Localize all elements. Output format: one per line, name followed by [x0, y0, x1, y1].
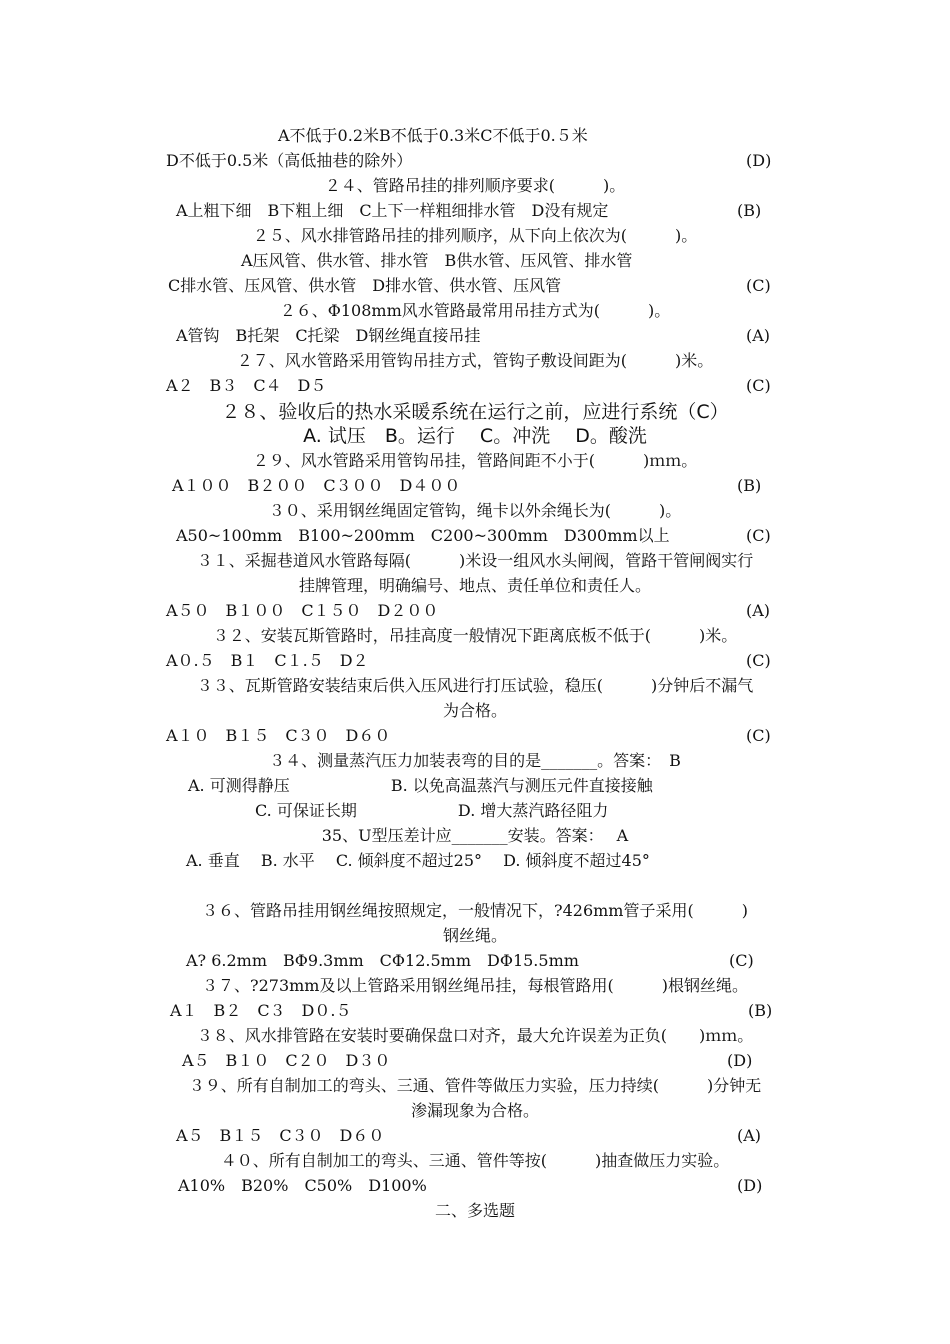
answer-q39: (A) — [737, 1126, 762, 1145]
question-28: ２８、验收后的热水采暖系统在运行之前，应进行系统（C） — [221, 401, 729, 423]
options-q37: A１ B２ C３ D０.５ — [170, 1001, 352, 1020]
options-q24: A上粗下细 B下粗上细 C上下一样粗细排水管 D没有规定 — [176, 201, 609, 220]
options-q36: A? 6.2mm BΦ9.3mm CΦ12.5mm DΦ15.5mm — [186, 951, 579, 970]
options-q38: A５ B１０ C２０ D３０ — [182, 1051, 391, 1070]
options-q40: A10% B20% C50% D100% — [178, 1176, 427, 1195]
question-39-cont: 渗漏现象为合格。 — [410, 1101, 539, 1120]
options-q26: A管钩 B托架 C托梁 D钢丝绳直接吊挂 — [176, 326, 481, 345]
answer-q23: (D) — [746, 151, 772, 170]
options-q29: A１００ B２００ C３００ D４００ — [172, 476, 461, 495]
question-27: ２７、风水管路采用管钩吊挂方式，管钩子敷设间距为( )米。 — [236, 351, 714, 370]
question-39: ３９、所有自制加工的弯头、三通、管件等做压力实验，压力持续( )分钟无 — [188, 1076, 762, 1095]
option-line-q23-2: D不低于0.5米（高低抽巷的除外） — [166, 151, 413, 170]
options-q30: A50~100mm B100~200mm C200~300mm D300mm以上 — [176, 526, 670, 545]
answer-q26: (A) — [746, 326, 771, 345]
question-34: ３４、测量蒸汽压力加装表弯的目的是_______。答案： B — [269, 751, 681, 770]
answer-q27: (C) — [746, 376, 771, 395]
answer-q25: (C) — [746, 276, 771, 295]
question-25: ２５、风水排管路吊挂的排列顺序，从下向上依次为( )。 — [252, 226, 698, 245]
question-33-cont: 为合格。 — [442, 701, 507, 720]
options-q25-1: A压风管、供水管、排水管 B供水管、压风管、排水管 — [241, 251, 633, 270]
question-36-cont: 钢丝绳。 — [442, 926, 507, 945]
question-35: 35、U型压差计应_______安装。答案： A — [321, 826, 629, 845]
question-40: ４０、所有自制加工的弯头、三通、管件等按( )抽查做压力实验。 — [220, 1151, 730, 1170]
option-line-q23-1: A不低于0.2米B不低于0.3米C不低于0.５米 — [278, 126, 588, 145]
answer-q30: (C) — [746, 526, 771, 545]
question-31: ３１、采掘巷道风水管路每隔( )米设一组风水头闸阀，管路干管闸阀实行 — [196, 551, 754, 570]
answer-q38: (D) — [727, 1051, 753, 1070]
answer-q37: (B) — [748, 1001, 773, 1020]
answer-q33: (C) — [746, 726, 771, 745]
answer-q40: (D) — [737, 1176, 763, 1195]
question-33: ３３、瓦斯管路安装结束后供入压风进行打压试验，稳压( )分钟后不漏气 — [196, 676, 754, 695]
question-26: ２６、Φ108mm风水管路最常用吊挂方式为( )。 — [279, 301, 671, 320]
answer-q24: (B) — [737, 201, 762, 220]
options-q34-1: A. 可测得静压 B. 以免高温蒸汽与测压元件直接接触 — [188, 776, 653, 795]
answer-q31: (A) — [746, 601, 771, 620]
question-31-cont: 挂牌管理，明确编号、地点、责任单位和责任人。 — [298, 576, 651, 595]
question-24: ２４、管路吊挂的排列顺序要求( )。 — [324, 176, 626, 195]
section-heading-multiple-choice: 二、多选题 — [434, 1201, 515, 1220]
answer-q32: (C) — [746, 651, 771, 670]
options-q34-2: C. 可保证长期 D. 增大蒸汽路径阻力 — [255, 801, 609, 820]
question-32: ３２、安装瓦斯管路时，吊挂高度一般情况下距离底板不低于( )米。 — [212, 626, 738, 645]
options-q25-2: C排水管、压风管、供水管 D排水管、供水管、压风管 — [168, 276, 562, 295]
options-q28: A. 试压 B。运行 C。冲洗 D。酸洗 — [303, 425, 647, 447]
answer-q29: (B) — [737, 476, 762, 495]
options-q33: A１０ B１５ C３０ D６０ — [166, 726, 391, 745]
options-q32: A０.５ B１ C１.５ D２ — [166, 651, 369, 670]
options-q35: A. 垂直 B. 水平 C. 倾斜度不超过25° D. 倾斜度不超过45° — [186, 851, 650, 870]
options-q31: A５０ B１００ C１５０ D２００ — [166, 601, 439, 620]
question-37: ３７、?273mm及以上管路采用钢丝绳吊挂，每根管路用( )根钢丝绳。 — [202, 976, 748, 995]
question-38: ３８、风水排管路在安装时要确保盘口对齐，最大允许误差为正负( )ｍｍ。 — [196, 1026, 754, 1045]
question-36: ３６、管路吊挂用钢丝绳按照规定，一般情况下，?426mm管子采用( ) — [202, 901, 748, 920]
question-30: ３０、采用钢丝绳固定管钩，绳卡以外余绳长为( )。 — [268, 501, 682, 520]
question-29: ２９、风水管路采用管钩吊挂，管路间距不小于( )ｍｍ。 — [252, 451, 698, 470]
answer-q36: (C) — [729, 951, 754, 970]
options-q27: A２ B３ C４ D５ — [166, 376, 327, 395]
options-q39: A５ B１５ C３０ D６０ — [176, 1126, 385, 1145]
